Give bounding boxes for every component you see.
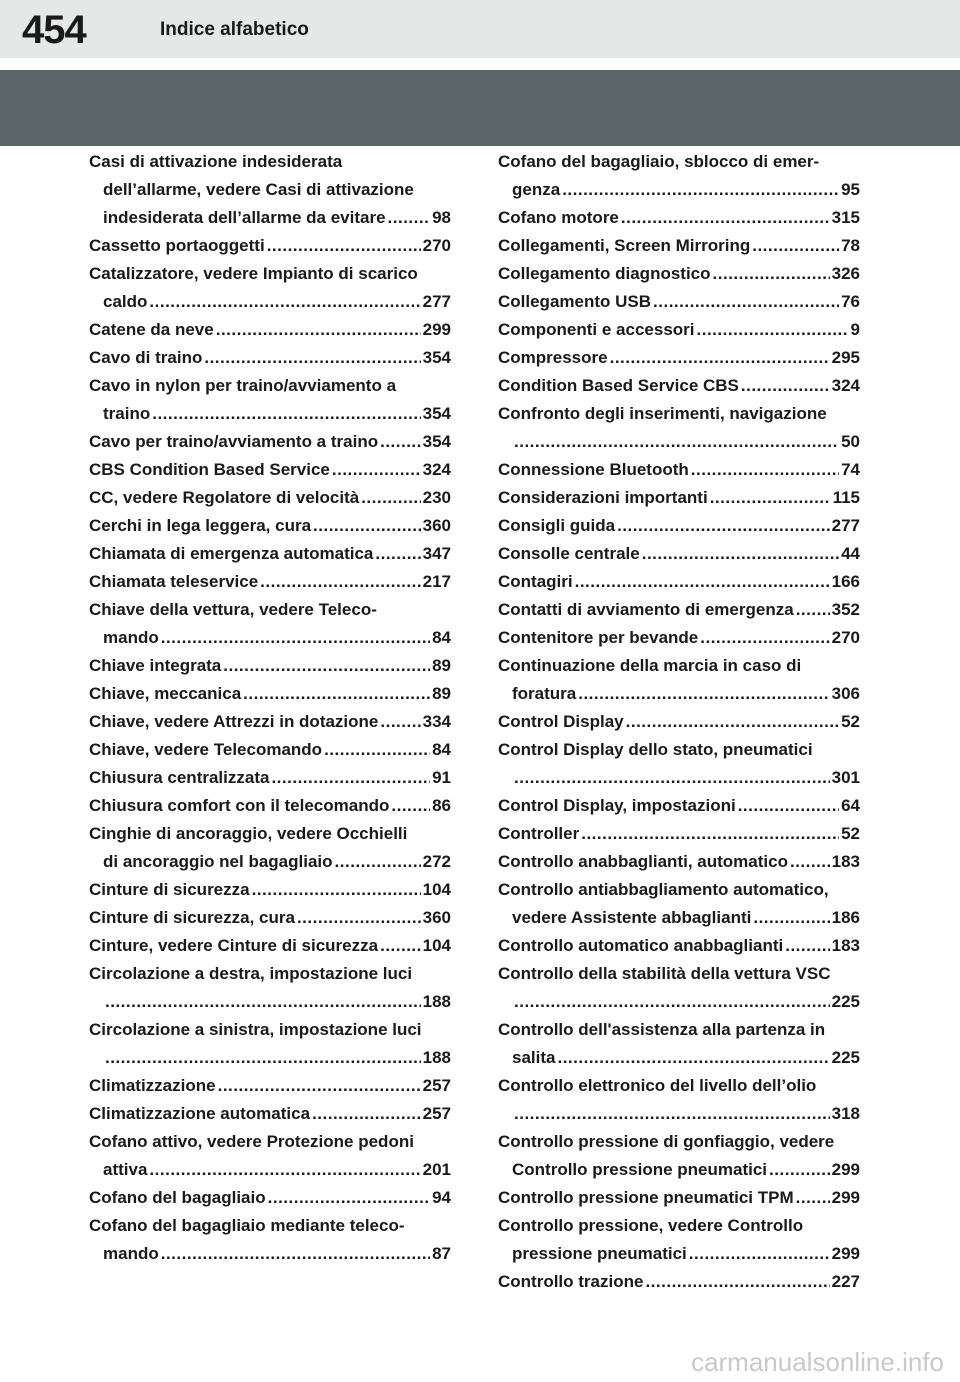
index-entry-line	[498, 428, 860, 456]
index-entry-page: 74	[841, 460, 860, 479]
dot-leader	[697, 316, 849, 344]
dot-leader	[312, 1100, 421, 1128]
index-entry-page: 217	[422, 572, 451, 591]
index-entry-line	[498, 316, 860, 344]
index-entry-text: Controllo dell'assistenza alla partenza in	[498, 1020, 826, 1039]
index-entry-line	[498, 344, 860, 372]
index-entry-line	[89, 1240, 451, 1268]
index-entry-page: 166	[831, 572, 860, 591]
dot-leader	[514, 428, 839, 456]
index-entry-text: mando	[103, 1244, 159, 1263]
index-entry-text: Controllo pressione pneumatici	[512, 1160, 768, 1179]
index-entry-page: 225	[831, 992, 860, 1011]
index-entry-text: Circolazione a destra, impostazione luci	[89, 964, 413, 983]
dot-leader	[324, 736, 430, 764]
index-entry-line	[498, 1268, 860, 1296]
index-entry-page: 277	[422, 292, 451, 311]
index-entry-page: 188	[422, 1048, 451, 1067]
index-entry-page: 270	[422, 236, 451, 255]
index-entry-line	[89, 1044, 451, 1072]
index-entry-page: 318	[831, 1104, 860, 1123]
index-entry-text: Cinghie di ancoraggio, vedere Occhielli	[89, 824, 408, 843]
index-entry-line	[89, 260, 451, 288]
index-entry-line	[89, 232, 451, 260]
index-entry-page: 94	[432, 1188, 451, 1207]
index-entry-line	[498, 1156, 860, 1184]
index-entry-text: Controllo trazione	[498, 1272, 644, 1291]
index-column-left	[89, 148, 451, 1268]
dot-leader	[626, 708, 839, 736]
index-column-right	[498, 148, 860, 1296]
index-entry-text: Controllo della stabilità della vettura VSC	[498, 964, 831, 983]
dot-leader	[267, 232, 421, 260]
dot-leader	[388, 204, 431, 232]
dot-leader	[617, 512, 830, 540]
index-entry-page: 270	[831, 628, 860, 647]
index-entry-page: 354	[422, 432, 451, 451]
index-entry-page: 257	[422, 1104, 451, 1123]
index-entry-text: Chiamata teleservice	[89, 572, 259, 591]
dot-leader	[578, 680, 829, 708]
index-entry-line	[498, 148, 860, 176]
index-entry-line	[89, 316, 451, 344]
index-entry-line	[89, 624, 451, 652]
index-entry-page: 324	[831, 376, 860, 395]
index-entry-line	[89, 428, 451, 456]
index-entry-line	[498, 568, 860, 596]
index-entry-page: 230	[422, 488, 451, 507]
dot-leader	[713, 260, 830, 288]
dot-leader	[645, 1268, 829, 1296]
index-entry-line	[498, 1100, 860, 1128]
index-entry-line	[89, 568, 451, 596]
index-entry-line	[498, 764, 860, 792]
index-entry-page: 299	[831, 1244, 860, 1263]
index-entry-page: 76	[841, 292, 860, 311]
index-entry-text: Contatti di avviamento di emergenza	[498, 600, 794, 619]
index-entry-line	[89, 1212, 451, 1240]
index-entry-line	[89, 204, 451, 232]
dot-leader	[562, 176, 839, 204]
index-entry-line	[498, 1072, 860, 1100]
index-entry-line	[498, 484, 860, 512]
index-entry-page: 354	[422, 404, 451, 423]
index-entry-text: pressione pneumatici	[512, 1244, 687, 1263]
index-entry-text: Condition Based Service CBS	[498, 376, 739, 395]
index-entry-text: dell’allarme, vedere Casi di attivazione	[103, 180, 414, 199]
index-entry-text: Controller	[498, 824, 580, 843]
dot-leader	[149, 288, 420, 316]
index-entry-line	[498, 624, 860, 652]
index-entry-line	[498, 512, 860, 540]
index-entry-line	[498, 988, 860, 1016]
index-entry-line	[498, 204, 860, 232]
dot-leader	[361, 484, 420, 512]
index-entry-line	[89, 1016, 451, 1044]
index-entry-line	[89, 400, 451, 428]
index-entry-line	[89, 792, 451, 820]
index-entry-text: Chiave, meccanica	[89, 684, 242, 703]
dot-leader	[581, 820, 839, 848]
index-entry-page: 52	[841, 712, 860, 731]
index-entry-line	[498, 820, 860, 848]
page-number: 454	[22, 8, 86, 52]
index-entry-page: 257	[422, 1076, 451, 1095]
index-entry-text: Chiamata di emergenza automatica	[89, 544, 374, 563]
index-entry-page: 186	[831, 908, 860, 927]
index-entry-text: Cofano del bagagliaio	[89, 1188, 266, 1207]
index-entry-page: 299	[422, 320, 451, 339]
index-entry-text: foratura	[512, 684, 577, 703]
dot-leader	[642, 540, 839, 568]
dot-leader	[575, 568, 830, 596]
dot-leader	[741, 372, 830, 400]
dot-leader	[243, 680, 430, 708]
index-entry-line	[498, 652, 860, 680]
index-entry-page: 225	[831, 1048, 860, 1067]
index-entry-line	[89, 848, 451, 876]
dot-leader	[691, 456, 839, 484]
index-entry-page: 78	[841, 236, 860, 255]
index-entry-text: Cavo per traino/avviamento a traino	[89, 432, 379, 451]
index-entry-line	[498, 848, 860, 876]
index-entry-text: Collegamento USB	[498, 292, 652, 311]
index-entry-line	[89, 148, 451, 176]
index-entry-line	[89, 960, 451, 988]
dot-leader	[738, 792, 839, 820]
dot-leader	[161, 624, 430, 652]
dot-leader	[621, 204, 830, 232]
index-entry-text: Continuazione della marcia in caso di	[498, 656, 802, 675]
dot-leader	[218, 1072, 421, 1100]
index-entry-page: 301	[831, 768, 860, 787]
dot-leader	[514, 988, 830, 1016]
dot-leader	[710, 484, 831, 512]
index-entry-text: Catene da neve	[89, 320, 214, 339]
section-title: Indice alfabetico	[160, 19, 309, 40]
index-entry-line	[89, 876, 451, 904]
index-entry-text: Cofano motore	[498, 208, 619, 227]
dot-leader	[514, 764, 830, 792]
index-entry-text: Cofano del bagagliaio mediante teleco-	[89, 1216, 405, 1235]
dot-leader	[332, 456, 421, 484]
index-entry-page: 86	[432, 796, 451, 815]
dot-leader	[769, 1156, 830, 1184]
index-entry-line	[89, 932, 451, 960]
index-entry-page: 334	[422, 712, 451, 731]
index-entry-line	[89, 820, 451, 848]
index-entry-text: Control Display	[498, 712, 624, 731]
index-entry-page: 227	[831, 1272, 860, 1291]
index-entry-line	[89, 1156, 451, 1184]
index-entry-line	[89, 736, 451, 764]
index-entry-text: Chiusura comfort con il telecomando	[89, 796, 390, 815]
index-entry-text: Climatizzazione automatica	[89, 1104, 311, 1123]
index-entry-page: 299	[831, 1188, 860, 1207]
index-entry-text: Confronto degli inserimenti, navigazione	[498, 404, 827, 423]
index-entry-page: 84	[432, 740, 451, 759]
dot-leader	[790, 848, 830, 876]
index-entry-line	[89, 680, 451, 708]
index-entry-text: traino	[103, 404, 151, 423]
index-entry-text: Controllo antiabbagliamento automatico,	[498, 880, 829, 899]
index-entry-text: Chiave integrata	[89, 656, 222, 675]
dot-leader	[161, 1240, 430, 1268]
index-entry-text: Cinture, vedere Cinture di sicurezza	[89, 936, 379, 955]
index-entry-text: Consigli guida	[498, 516, 616, 535]
index-entry-line	[498, 1016, 860, 1044]
dot-leader	[149, 1156, 420, 1184]
index-entry-page: 115	[832, 488, 860, 507]
index-entry-text: Compressore	[498, 348, 608, 367]
index-entry-line	[89, 344, 451, 372]
index-entry-text: Collegamenti, Screen Mirroring	[498, 236, 751, 255]
index-entry-line	[498, 232, 860, 260]
dot-leader	[557, 1044, 829, 1072]
index-entry-page: 347	[422, 544, 451, 563]
index-entry-line	[89, 652, 451, 680]
dot-leader	[514, 1100, 830, 1128]
index-entry-page: 183	[831, 936, 860, 955]
dot-leader	[700, 624, 829, 652]
dot-leader	[785, 932, 829, 960]
index-entry-text: attiva	[103, 1160, 148, 1179]
dot-leader	[796, 1184, 830, 1212]
dot-leader	[375, 540, 420, 568]
dot-leader	[689, 1240, 830, 1268]
index-entry-text: Cavo in nylon per traino/avviamento a	[89, 376, 397, 395]
index-entry-line	[89, 596, 451, 624]
index-entry-text: Controllo automatico anabbaglianti	[498, 936, 784, 955]
index-entry-text: Catalizzatore, vedere Impianto di scarico	[89, 264, 418, 283]
index-entry-text: Contagiri	[498, 572, 573, 591]
index-entry-page: 277	[831, 516, 860, 535]
index-entry-page: 188	[422, 992, 451, 1011]
index-entry-line	[89, 988, 451, 1016]
index-entry-line	[89, 456, 451, 484]
index-entry-text: mando	[103, 628, 159, 647]
index-entry-line	[498, 1212, 860, 1240]
index-entry-text: Casi di attivazione indesiderata	[89, 152, 343, 171]
index-entry-line	[498, 540, 860, 568]
index-entry-line	[89, 1100, 451, 1128]
index-entry-line	[89, 176, 451, 204]
index-entry-text: Chiave, vedere Attrezzi in dotazione	[89, 712, 379, 731]
index-entry-page: 9	[850, 320, 860, 339]
index-entry-text: Controllo pressione di gonfiaggio, vedere	[498, 1132, 835, 1151]
dot-leader	[391, 792, 430, 820]
dot-leader	[223, 652, 430, 680]
index-entry-text: Controllo pressione, vedere Controllo	[498, 1216, 804, 1235]
index-entry-line	[498, 288, 860, 316]
index-entry-line	[498, 736, 860, 764]
dot-leader	[105, 1044, 421, 1072]
index-entry-text: Cavo di traino	[89, 348, 203, 367]
index-entry-page: 272	[422, 852, 451, 871]
index-entry-line	[498, 932, 860, 960]
dot-leader	[796, 596, 830, 624]
index-entry-page: 306	[831, 684, 860, 703]
index-entry-page: 352	[831, 600, 860, 619]
index-entry-page: 91	[432, 768, 451, 787]
index-entry-line	[498, 680, 860, 708]
index-entry-page: 104	[422, 936, 451, 955]
index-entry-line	[89, 512, 451, 540]
index-entry-page: 95	[841, 180, 860, 199]
index-entry-line	[498, 904, 860, 932]
index-entry-line	[89, 708, 451, 736]
index-entry-text: Chiave, vedere Telecomando	[89, 740, 323, 759]
index-entry-text: CBS Condition Based Service	[89, 460, 330, 479]
index-entry-text: Contenitore per bevande	[498, 628, 699, 647]
index-entry-line	[89, 1184, 451, 1212]
index-entry-text: Control Display dello stato, pneumatici	[498, 740, 813, 759]
index-entry-text: Controllo elettronico del livello dell’olio	[498, 1076, 817, 1095]
index-entry-page: 354	[422, 348, 451, 367]
dot-leader	[313, 512, 421, 540]
index-entry-line	[498, 1044, 860, 1072]
dot-leader	[152, 400, 420, 428]
index-entry-text: Connessione Bluetooth	[498, 460, 689, 479]
index-entry-text: Cofano del bagagliaio, sblocco di emer-	[498, 152, 820, 171]
index-entry-line	[89, 484, 451, 512]
index-entry-page: 299	[831, 1160, 860, 1179]
index-entry-text: di ancoraggio nel bagagliaio	[103, 852, 333, 871]
decorative-band	[0, 70, 960, 146]
index-entry-line	[498, 400, 860, 428]
index-entry-text: Componenti e accessori	[498, 320, 695, 339]
index-entry-text: Circolazione a sinistra, impostazione luci	[89, 1020, 422, 1039]
index-entry-text: Cinture di sicurezza, cura	[89, 908, 295, 927]
index-entry-line	[89, 1072, 451, 1100]
index-entry-text: Controllo anabbaglianti, automatico	[498, 852, 788, 871]
index-entry-text: Chiave della vettura, vedere Teleco-	[89, 600, 377, 619]
index-entry-text: Controllo pressione pneumatici TPM	[498, 1188, 794, 1207]
dot-leader	[380, 708, 420, 736]
index-entry-line	[498, 456, 860, 484]
index-entry-text: Cofano attivo, vedere Protezione pedoni	[89, 1132, 414, 1151]
index-entry-line	[89, 764, 451, 792]
index-entry-line	[89, 540, 451, 568]
index-entry-text: salita	[512, 1048, 556, 1067]
index-entry-line	[498, 960, 860, 988]
dot-leader	[297, 904, 421, 932]
index-entry-line	[89, 904, 451, 932]
index-entry-text: vedere Assistente abbaglianti	[512, 908, 752, 927]
index-entry-text: CC, vedere Regolatore di velocità	[89, 488, 360, 507]
index-entry-page: 64	[841, 796, 860, 815]
index-entry-page: 315	[831, 208, 860, 227]
index-entry-text: Cerchi in lega leggera, cura	[89, 516, 312, 535]
dot-leader	[335, 848, 421, 876]
index-entry-page: 84	[432, 628, 451, 647]
index-entry-line	[498, 1240, 860, 1268]
index-entry-page: 89	[432, 656, 451, 675]
index-entry-page: 201	[422, 1160, 451, 1179]
index-entry-page: 52	[841, 824, 860, 843]
index-entry-line	[498, 1128, 860, 1156]
index-entry-page: 89	[432, 684, 451, 703]
dot-leader	[268, 1184, 430, 1212]
index-entry-line	[498, 372, 860, 400]
index-entry-line	[498, 260, 860, 288]
index-entry-line	[498, 596, 860, 624]
index-entry-page: 360	[422, 908, 451, 927]
dot-leader	[653, 288, 839, 316]
dot-leader	[260, 568, 420, 596]
index-entry-line	[498, 708, 860, 736]
index-entry-line	[89, 288, 451, 316]
index-entry-text: Chiusura centralizzata	[89, 768, 270, 787]
index-entry-line	[498, 1184, 860, 1212]
header-band	[0, 0, 960, 58]
dot-leader	[380, 428, 421, 456]
index-entry-page: 87	[432, 1244, 451, 1263]
dot-leader	[753, 904, 829, 932]
index-entry-text: indesiderata dell’allarme da evitare	[103, 208, 386, 227]
watermark: carmanualsonline.info	[691, 1347, 944, 1377]
index-entry-page: 104	[422, 880, 451, 899]
index-entry-line	[498, 176, 860, 204]
index-entry-page: 324	[422, 460, 451, 479]
index-entry-text: caldo	[103, 292, 148, 311]
index-entry-text: Considerazioni importanti	[498, 488, 708, 507]
dot-leader	[380, 932, 421, 960]
index-entry-text: genza	[512, 180, 561, 199]
dot-leader	[752, 232, 839, 260]
index-entry-page: 360	[422, 516, 451, 535]
index-entry-page: 183	[831, 852, 860, 871]
dot-leader	[610, 344, 830, 372]
dot-leader	[271, 764, 430, 792]
index-entry-page: 98	[432, 208, 451, 227]
index-entry-line	[89, 372, 451, 400]
index-entry-text: Consolle centrale	[498, 544, 640, 563]
dot-leader	[216, 316, 421, 344]
index-entry-line	[498, 792, 860, 820]
index-entry-page: 50	[841, 432, 860, 451]
index-entry-text: Climatizzazione	[89, 1076, 216, 1095]
index-entry-line	[498, 876, 860, 904]
dot-leader	[204, 344, 420, 372]
index-entry-page: 44	[841, 544, 860, 563]
index-entry-line	[89, 1128, 451, 1156]
dot-leader	[252, 876, 421, 904]
index-entry-text: Cinture di sicurezza	[89, 880, 250, 899]
dot-leader	[105, 988, 421, 1016]
index-entry-text: Cassetto portaoggetti	[89, 236, 265, 255]
index-entry-text: Control Display, impostazioni	[498, 796, 736, 815]
index-entry-page: 295	[831, 348, 860, 367]
index-entry-page: 326	[831, 264, 860, 283]
index-entry-text: Collegamento diagnostico	[498, 264, 711, 283]
